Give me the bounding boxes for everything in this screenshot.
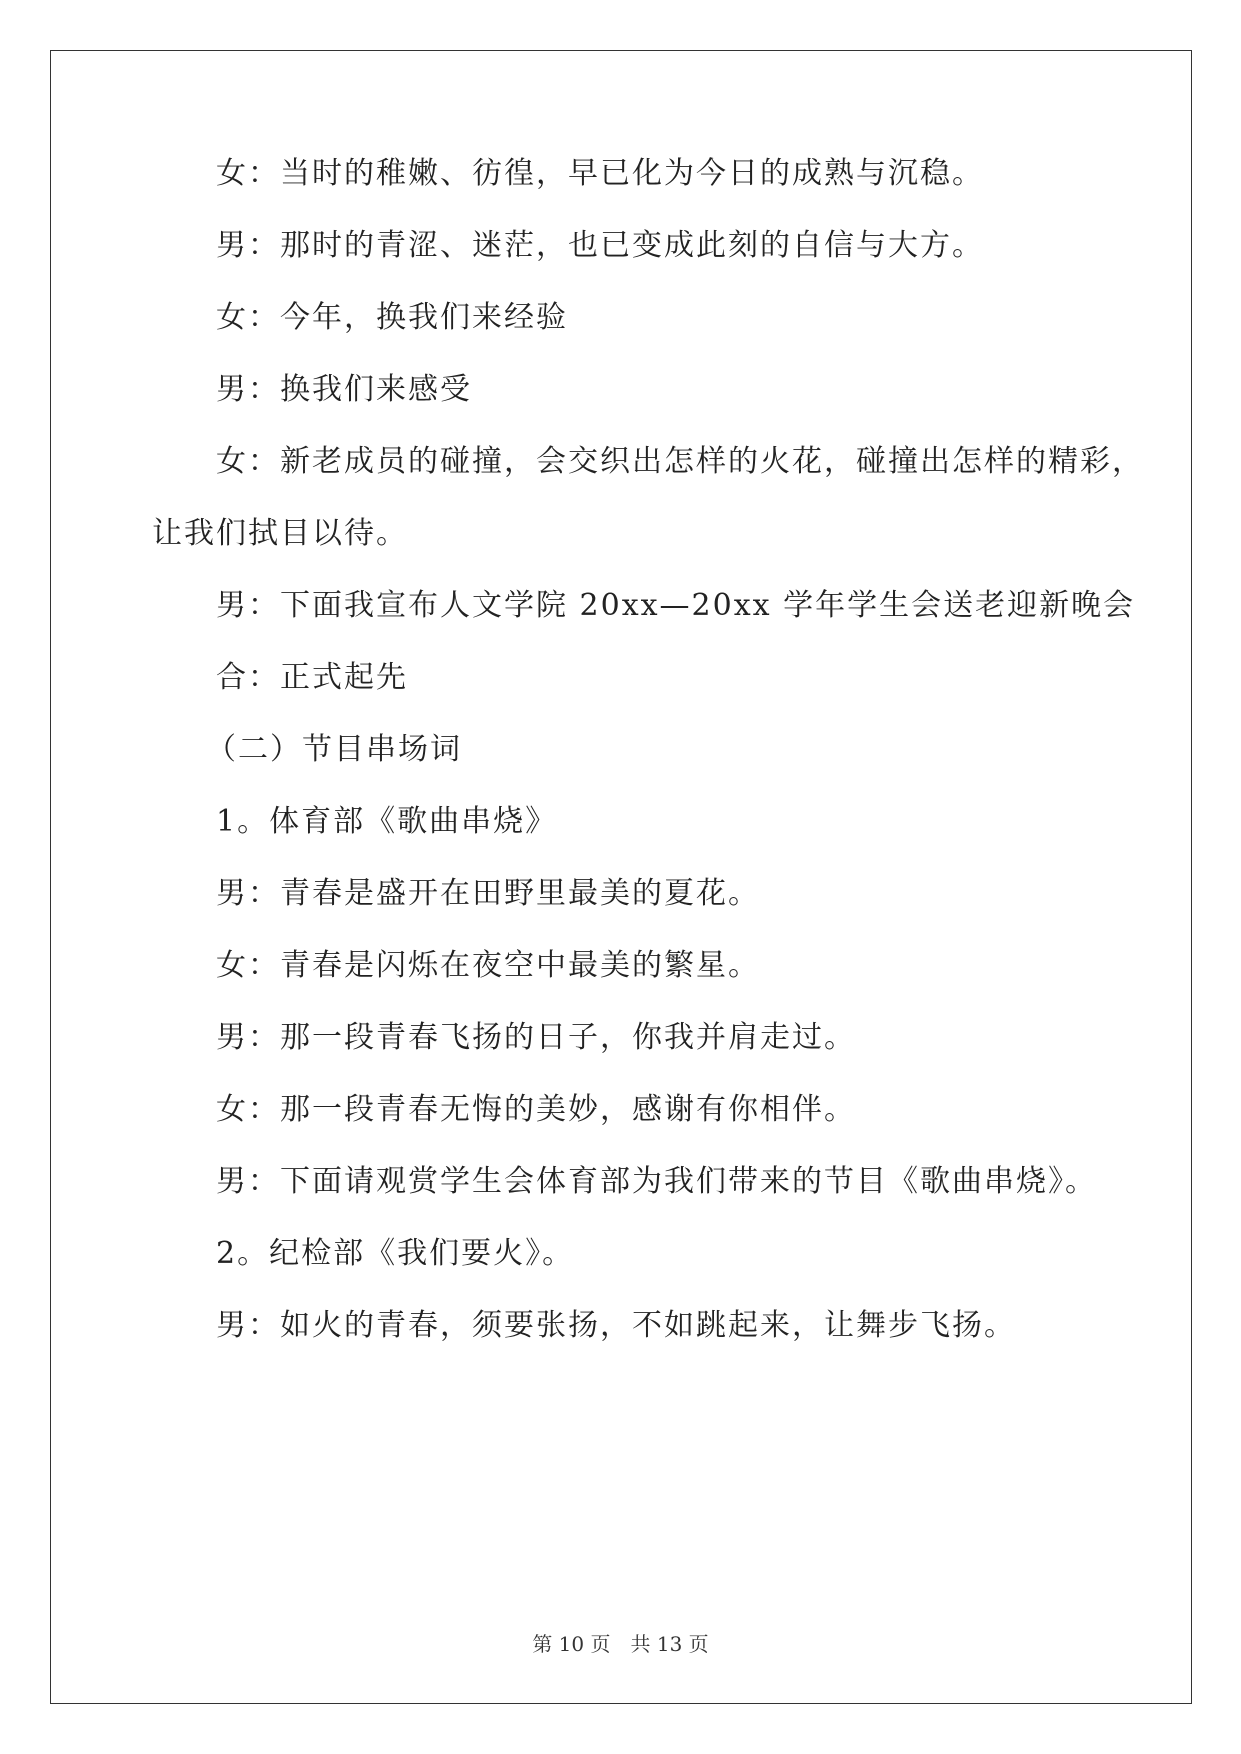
paragraph: 男：下面请观赏学生会体育部为我们带来的节目《歌曲串烧》。 bbox=[216, 1164, 1097, 1199]
program-item-title: 2。纪检部《我们要火》。 bbox=[216, 1236, 575, 1271]
paragraph: 男：青春是盛开在田野里最美的夏花。 bbox=[216, 876, 760, 911]
paragraph: 男：换我们来感受 bbox=[216, 372, 472, 407]
page-footer bbox=[0, 1628, 1241, 1657]
paragraph: 合：正式起先 bbox=[216, 660, 408, 695]
paragraph: 女：青春是闪烁在夜空中最美的繁星。 bbox=[216, 948, 760, 983]
section-heading: （二）节目串场词 bbox=[206, 732, 462, 767]
paragraph: 女：今年，换我们来经验 bbox=[216, 300, 568, 335]
paragraph: 男：下面我宣布人文学院 20xx—20xx 学年学生会送老迎新晚会 bbox=[216, 588, 1136, 623]
page-total: 共 13 页 bbox=[630, 1632, 709, 1656]
paragraph: 男：那一段青春飞扬的日子，你我并肩走过。 bbox=[216, 1020, 856, 1055]
paragraph: 女：当时的稚嫩、彷徨，早已化为今日的成熟与沉稳。 bbox=[216, 156, 984, 191]
program-item-title: 1。体育部《歌曲串烧》 bbox=[216, 804, 558, 839]
paragraph-continuation: 让我们拭目以待。 bbox=[152, 516, 408, 551]
paragraph: 男：如火的青春，须要张扬，不如跳起来，让舞步飞扬。 bbox=[216, 1308, 1016, 1343]
paragraph: 男：那时的青涩、迷茫，也已变成此刻的自信与大方。 bbox=[216, 228, 984, 263]
page-number: 第 10 页 bbox=[532, 1632, 611, 1656]
paragraph: 女：新老成员的碰撞，会交织出怎样的火花，碰撞出怎样的精彩， bbox=[216, 444, 1144, 479]
paragraph: 女：那一段青春无悔的美妙，感谢有你相伴。 bbox=[216, 1092, 856, 1127]
